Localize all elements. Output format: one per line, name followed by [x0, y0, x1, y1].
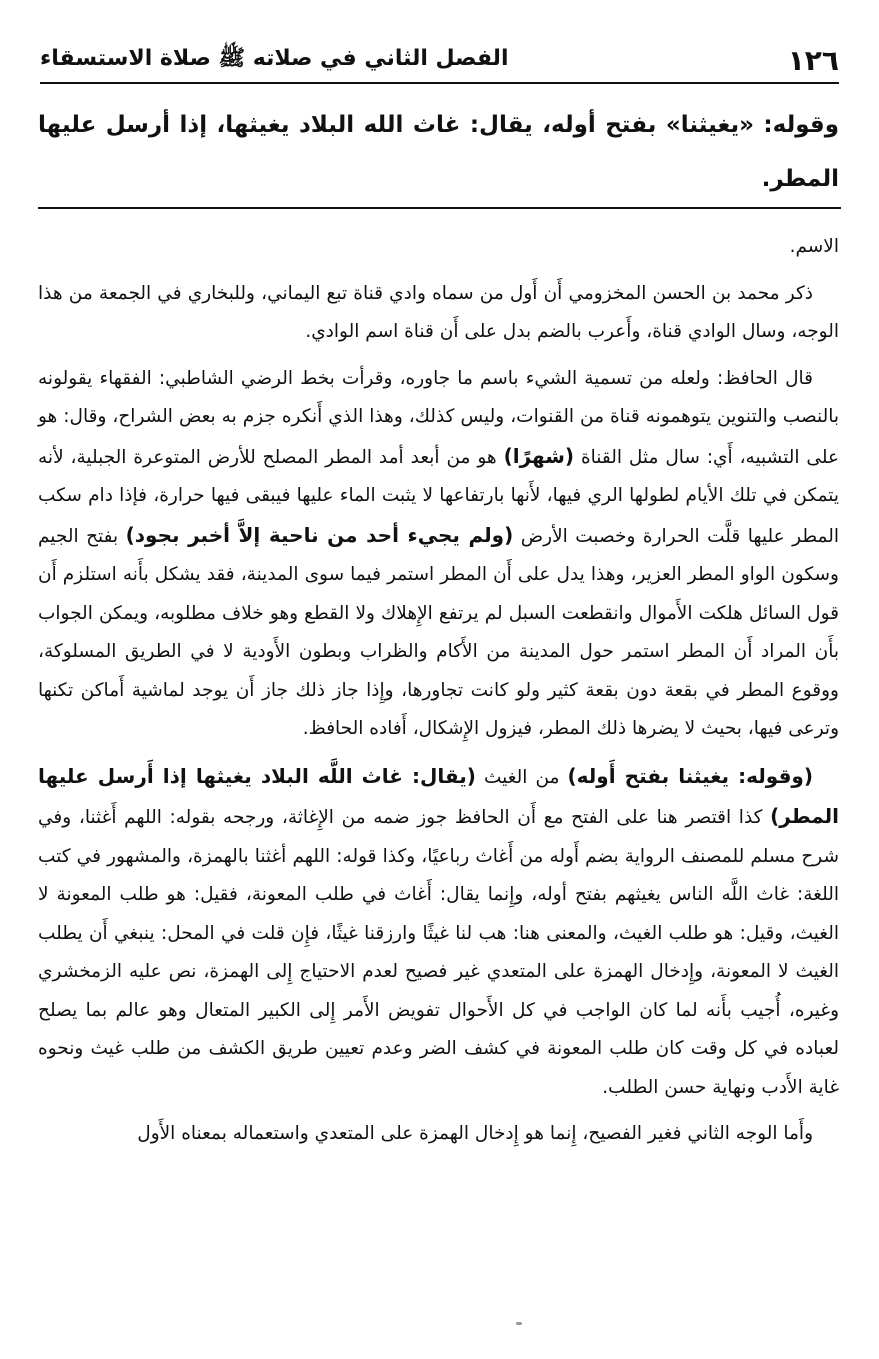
section-divider	[38, 207, 841, 209]
scan-speck	[516, 1322, 522, 1325]
commentary-paragraph-5: وأَما الوجه الثاني فغير الفصيح، إِنما هو إِدخال الهمزة على المتعدي واستعماله بمعناه الأَول	[137, 1123, 813, 1144]
p3-text-c: بفتح الجيم وسكون الواو المطر العزير، وهذا يدل على أَن المطر استمر فيما سوى المدينة، فقد يشكل بأَنه استلزم أَن قول السائل هلكت الأَموال وانقطعت السبل لم يرتفع الإِهلاك ولا القطع وهو خلاف مطلوبه، ويمكن الجواب بأَن المراد أَن المطر استمر حول المدينة من الأَكام والظراب وبطون الأَودية لا في الطريق المسلوكة، ووقوع المطر في بقعة دون بقعة كثير ولو كانت تجاورها، وإِذا جاز ذلك جاز أَن يوجد لماشية أَماكن تكنها وترعى فيها، بحيث لا يضرها ذلك المطر، فيزول الإِشكال، أَفاده الحافظ.	[38, 525, 839, 739]
p4-text-b: كذا اقتصر هنا على الفتح مع أَن الحافظ جوز ضمه من الإِغاثة، ورجحه بقوله: اللهم أَغثنا، وفي شرح مسلم للمصنف الرواية بضم أَوله من أَغاث رباعيًا، وكذا قوله: اللهم أغثنا بالهمزة، والمشهور في كتب اللغة: غاث اللَّه الناس يغيثهم بفتح أوله، وإِنما يقال: أَغاث في طلب المعونة، فقيل: هو طلب المعونة لا الغيث، وقيل: هو طلب الغيث، والمعنى هنا: هب لنا غيثًا وارزقنا غيثًا، فإِن قلت في المحل: ينبغي أَن يطلب الغيث لا المعونة، وإِدخال الهمزة على المتعدي غير فصيح لعدم الاحتياج إِلى الهمزة، نص عليه الزمخشري وغيره، أُجيب بأَنه لما كان الواجب في كل الأَحوال تفويض الأَمر إِلى الكبير المتعال وهو عالم بما يصلح لعباده في كل وقت كان طلب المعونة في كشف الضر وعدم تعيين طريق الكشف من طلب غيث ونحوه غاية الأَدب ونهاية حسن الطلب.	[38, 807, 839, 1098]
page-header	[40, 38, 839, 84]
commentary-paragraph-4	[38, 757, 839, 1108]
p4-quote-2: (يقال: غاث اللَّه البلاد يغيثها إذا أَرسل عليها المطر)	[38, 763, 839, 828]
p4-text-a: من الغيث	[483, 766, 560, 788]
running-title: الفصل الثاني في صلاته ﷺ صلاة الاستسقاء	[40, 46, 509, 71]
commentary-paragraph-3	[38, 360, 839, 749]
commentary	[38, 228, 839, 1162]
commentary-paragraph-1: الاسم.	[789, 236, 839, 257]
p3-text-b: هو من أبعد أمد المطر المصلح للأرض المتوعرة الجبلية، لأنه يتمكن في تلك الأيام لطولها الري فيها، لأَنها بارتفاعها لا يثبت الماء عليها فيبقى فيها حرارة، فإذا دام سكب المطر عليها قلَّت الحرارة وخصبت الأرض	[38, 446, 839, 547]
p3-quote-2: (ولم يجيء أحد من ناحية إلاَّ أخبر بجود)	[125, 522, 514, 547]
matn-text: وقوله: «يغيثنا» بفتح أوله، يقال: غاث الله البلاد يغيثها، إذا أرسل عليها المطر.	[38, 112, 839, 192]
commentary-paragraph-2: ذكر محمد بن الحسن المخزومي أَن أَول من سماه وادي قناة تبع اليماني، وللبخاري في الجمعة من هذا الوجه، وسال الوادي قناة، وأَعرب بالضم بدل على أَن قناة اسم الوادي.	[38, 282, 839, 342]
p4-quote-1: (وقوله: يغيثنا بفتح أَوله)	[567, 763, 813, 788]
p3-text-a: قال الحافظ: ولعله من تسمية الشيء باسم ما جاوره، وقرأت بخط الرضي الشاطبي: الفقهاء يقولونه بالنصب والتنوين يتوهمونه قناة من القنوات، وليس كذلك، وهذا الذي أَنكره جزم به بعض الشراح، وقال: هو على التشبيه، أَي: سال مثل القناة	[38, 367, 839, 468]
page-number: ١٢٦	[787, 43, 839, 77]
p3-quote-1: (شهرًا)	[503, 443, 575, 468]
